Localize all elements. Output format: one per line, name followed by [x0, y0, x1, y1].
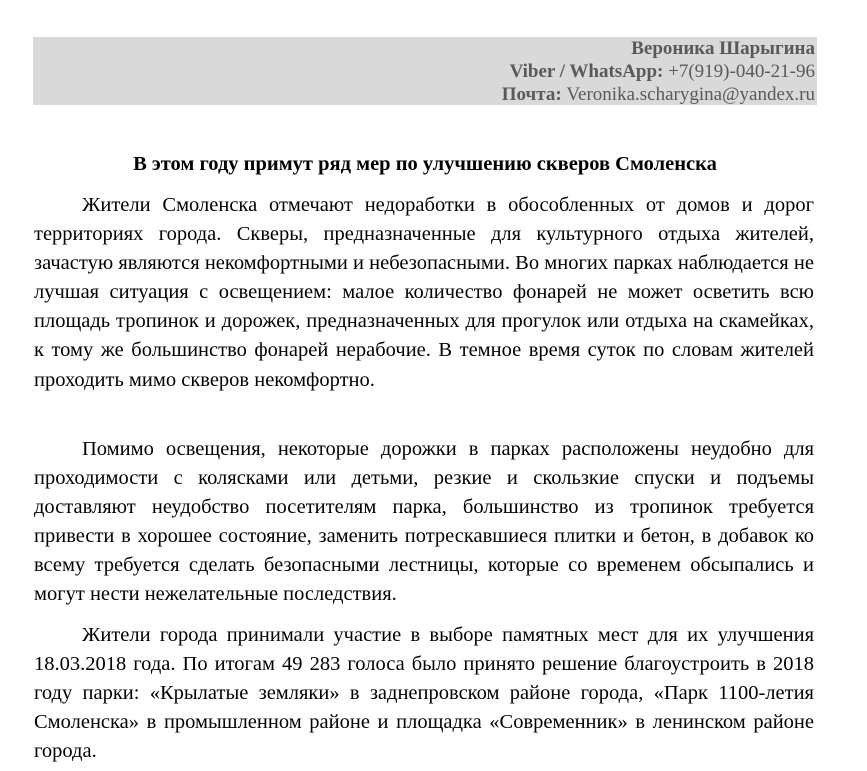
contact-header — [33, 37, 817, 105]
phone-value: +7(919)-040-21-96 — [663, 61, 815, 82]
email-label: Почта: — [501, 84, 562, 105]
contact-email-line — [502, 84, 815, 106]
contact-phone-line — [510, 61, 815, 83]
article-paragraph: Жители города принимали участие в выборе памятных мест для их улучшения 18.03.2018 года. По итогам 49 283 голоса было принято решение благоустроить в 2018 году парки: «Крылатые земляки» в заднепровском районе города, «Парк 1100-летия Смоленска» в промышленном районе и площадка «Современник» в ленинском районе города. — [34, 624, 814, 763]
article-title: В этом году примут ряд мер по улучшению скверов Смоленска — [133, 153, 717, 175]
phone-label: Viber / WhatsApp: — [509, 61, 664, 82]
email-value: Veronika.scharygina@yandex.ru — [561, 84, 815, 105]
article-paragraph: Помимо освещения, некоторые дорожки в парках расположены неудобно для проходимости с колясками или детьми, резкие и скользкие спуски и подъемы доставляют неудобство посетителям парка, большинство из тропинок требуется привести в хорошее состояние, заменить потрескавшиеся плитки и бетон, в добавок ко всему требуется сделать безопасными лестницы, которые со временем обсыпались и могут нести нежелательные последствия. — [34, 438, 814, 606]
contact-name: Вероника Шарыгина — [631, 38, 815, 59]
article-paragraph: Жители Смоленска отмечают недоработки в обособленных от домов и дорог территориях города. Скверы, предназначенные для культурного отдыха жителей, зачастую являются некомфортными и небезопасными. Во многих парках наблюдается не лучшая ситуация с освещением: малое количество фонарей не может осветить всю площадь тропинок и дорожек, предназначенных для прогулок или отдыха на скамейках, к тому же большинство фонарей нерабочие. В темное время суток по словам жителей проходить мимо скверов некомфортно. — [34, 194, 814, 391]
